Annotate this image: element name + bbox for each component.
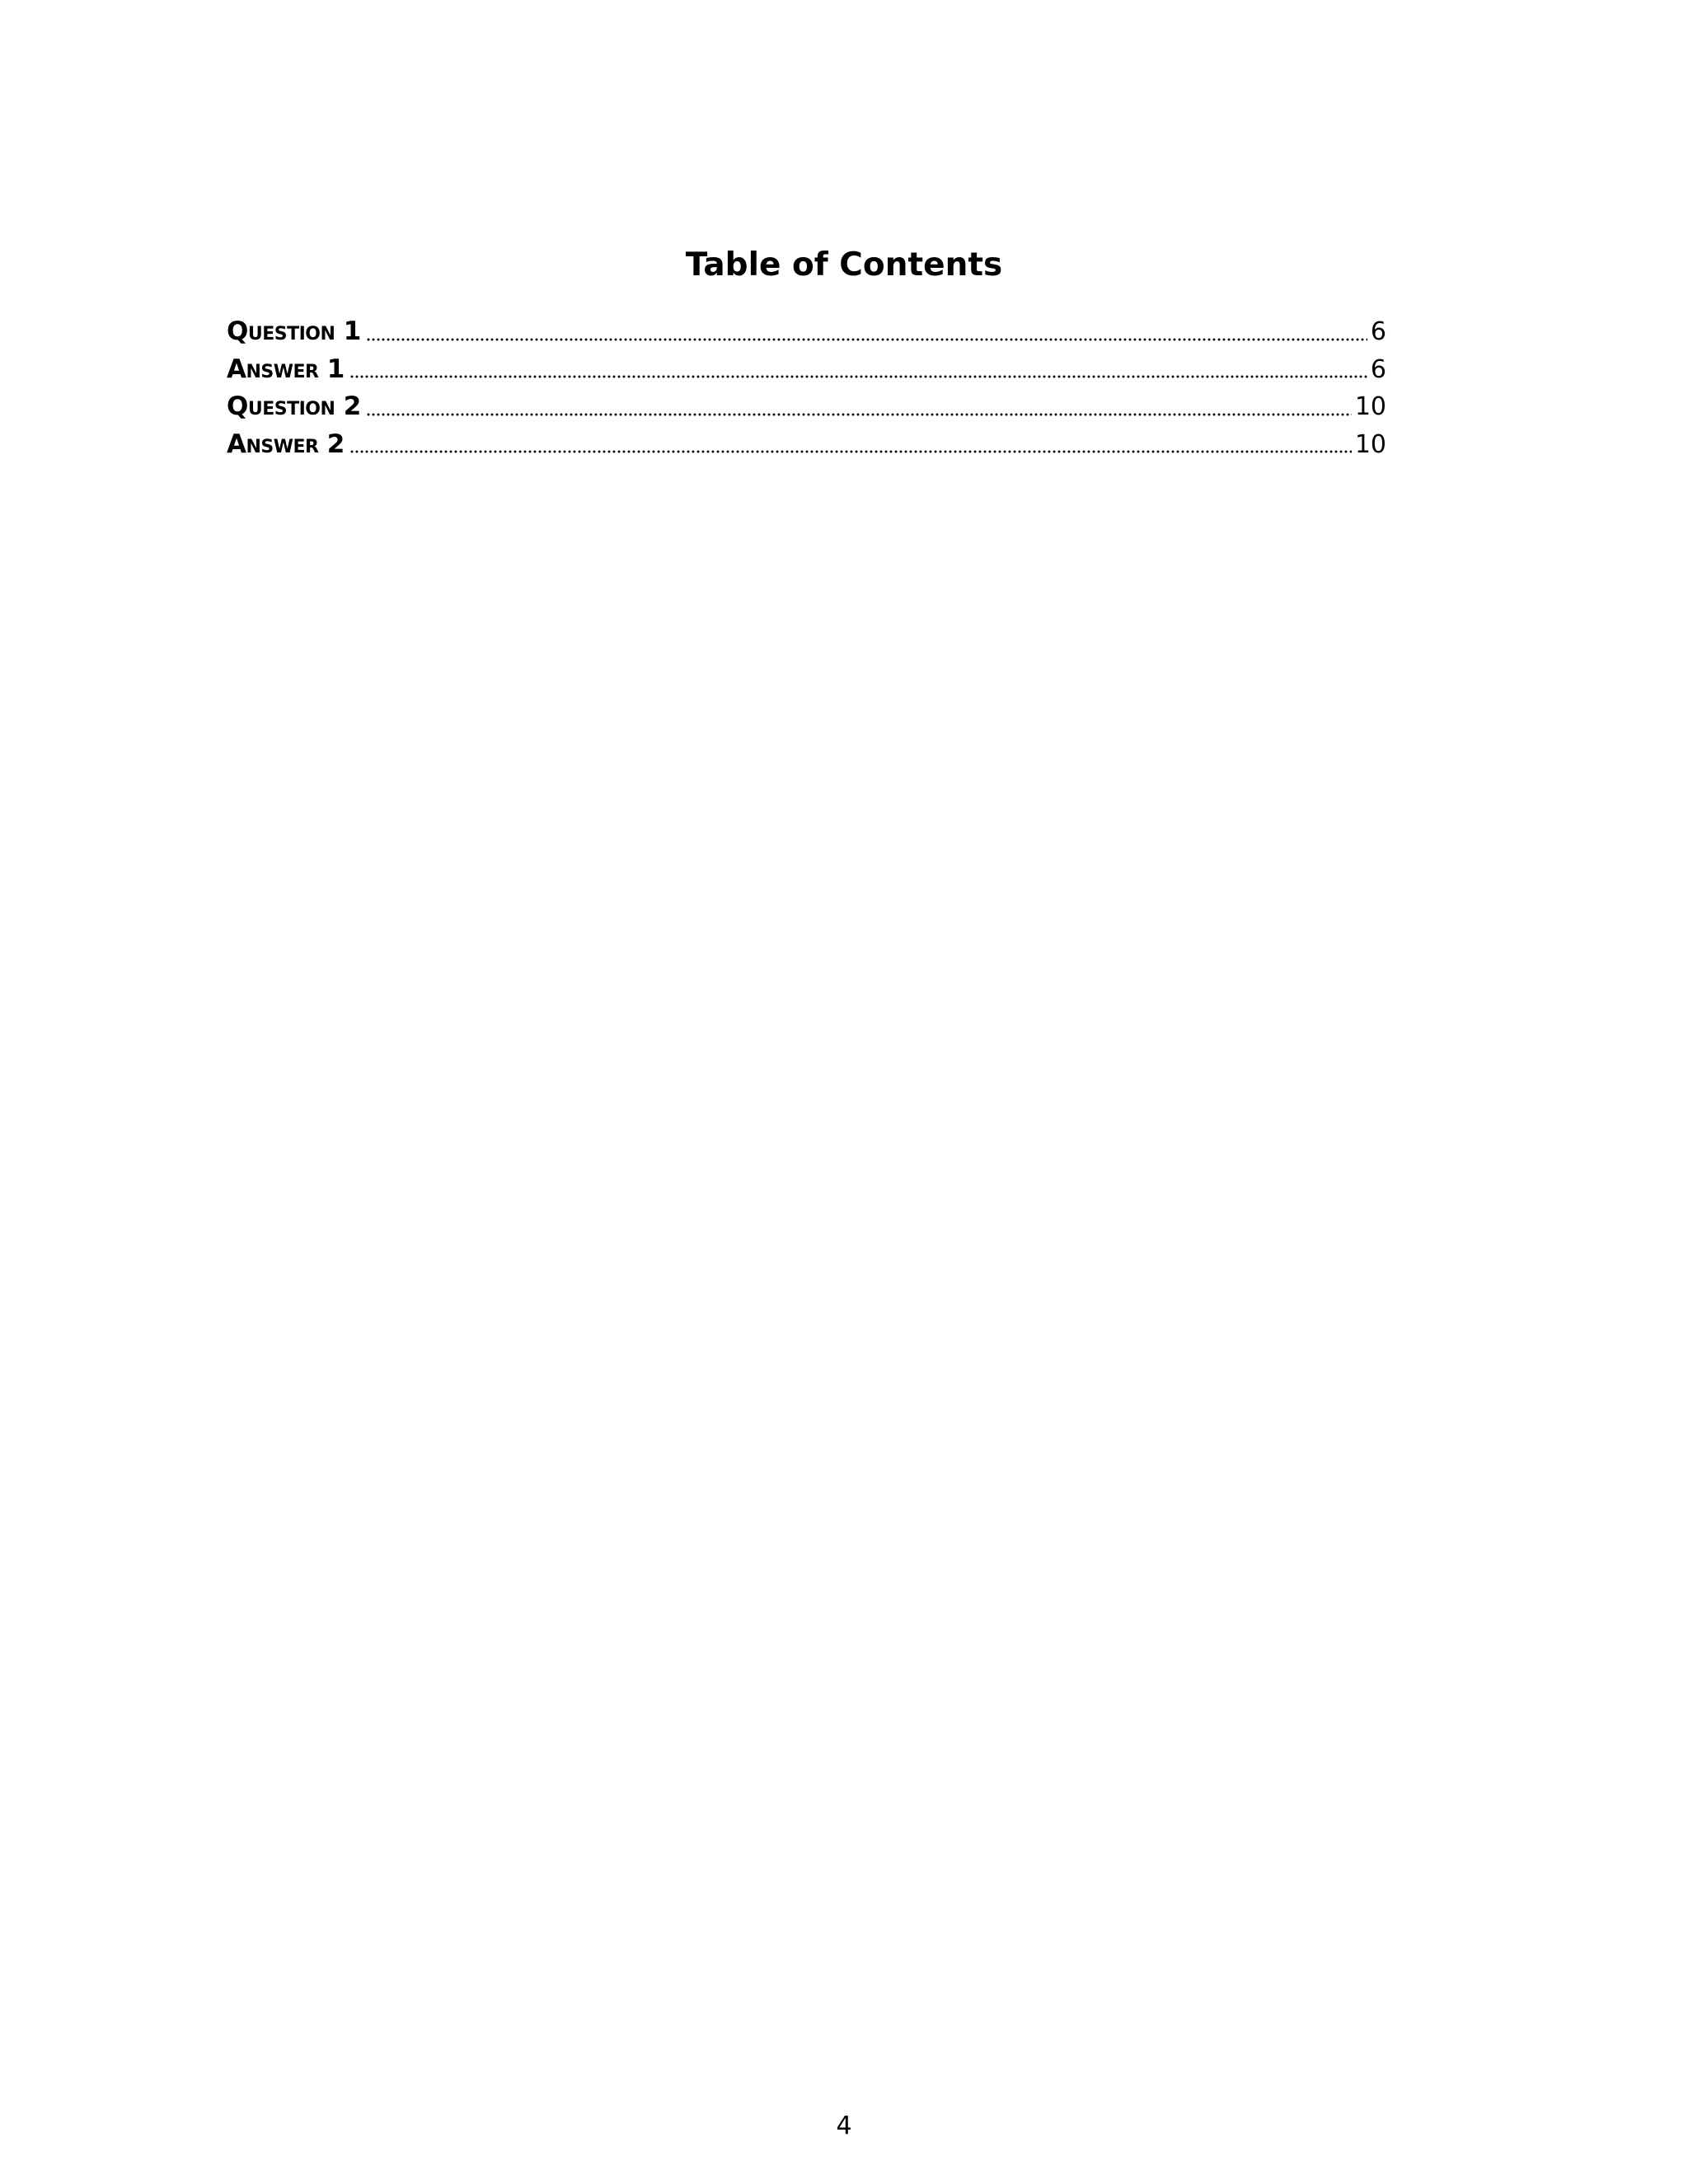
toc-entry-answer-1[interactable] xyxy=(227,351,1386,389)
toc-dot-leader xyxy=(366,331,1367,341)
toc-entry-label: Answer 1 xyxy=(227,354,345,384)
toc-entry-page: 10 xyxy=(1354,429,1386,459)
toc-dot-leader xyxy=(366,406,1352,416)
toc-dot-leader xyxy=(349,368,1367,378)
toc-entry-label: Answer 2 xyxy=(227,429,345,459)
toc-entry-answer-2[interactable] xyxy=(227,426,1386,464)
toc-entry-page: 10 xyxy=(1354,392,1386,421)
toc-entry-page: 6 xyxy=(1370,317,1386,346)
page-title: Table of Contents xyxy=(685,246,1003,284)
toc-dot-leader xyxy=(349,443,1352,453)
toc-entry-label: Question 2 xyxy=(227,391,361,421)
toc-entry-question-2[interactable] xyxy=(227,388,1386,426)
table-of-contents xyxy=(227,313,1386,463)
toc-entry-page: 6 xyxy=(1370,354,1386,384)
page-number: 4 xyxy=(836,2111,852,2140)
toc-entry-question-1[interactable] xyxy=(227,313,1386,351)
toc-entry-label: Question 1 xyxy=(227,316,361,346)
